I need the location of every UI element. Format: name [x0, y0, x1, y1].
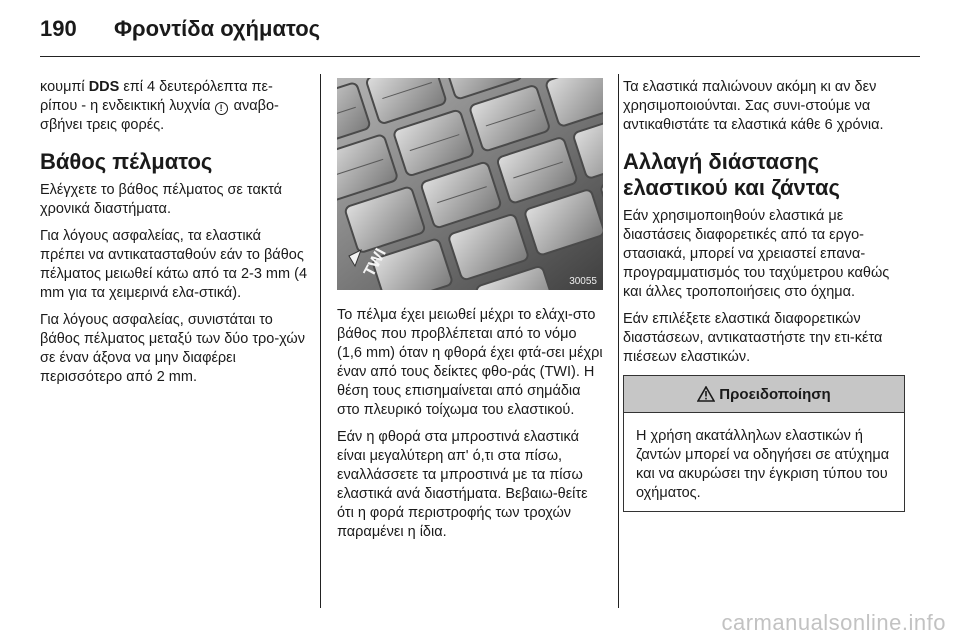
warning-title: Προειδοποίηση [719, 385, 831, 403]
size-change-heading: Αλλαγή διάστασης ελαστικού και ζάντας [623, 149, 840, 200]
tread-wear-indicator-figure [337, 78, 603, 290]
watermark: carmanualsonline.info [721, 610, 946, 635]
column-middle [337, 78, 603, 550]
tire-tread-illustration [337, 78, 603, 290]
tread-depth-heading: Βάθος πέλματος [40, 149, 213, 174]
tread-paragraph-2: Για λόγους ασφαλείας, τα ελαστικά πρέπει να αντικατασταθούν εάν το βάθος πέλματος μειωθεί κάτω από τα 2-3 mm (4 mm για τα χειμερινά ελα-στικά). [40, 228, 308, 301]
page-number: 190 [40, 16, 77, 41]
twi-label: TWI [361, 245, 390, 280]
tyre-pressure-warning-icon: ! [215, 102, 228, 115]
tire-age-paragraph: Τα ελαστικά παλιώνουν ακόμη κι αν δεν χρησιμοποιούνται. Σας συνι-στούμε να αντικαθιστάτε τα ελαστικά κάθε 6 χρόνια. [623, 79, 884, 133]
column-right [623, 78, 905, 512]
warning-text: Η χρήση ακατάλληλων ελαστικών ή ζαντών μπορεί να οδηγήσει σε ατύχημα και να ακυρώσει την έγκριση τύπου του οχήματος. [636, 428, 890, 501]
column-divider-right [618, 74, 619, 608]
size-paragraph-2: Εάν επιλέξετε ελαστικά διαφορετικών διαστάσεων, αντικαταστήστε την ετι-κέτα πιέσεων ελαστικών. [623, 311, 883, 365]
twi-paragraph: Το πέλμα έχει μειωθεί μέχρι το ελάχι-στο βάθος που προβλέπεται από το νόμο (1,6 mm) όταν η φθορά έχει φτά-σει μέχρι έναν από τους δείκτες φθο-ράς (TWI). Η θέση τους επισημαίνεται από σημάδια στο πλευρικό τοίχωμα του ελαστικού. [337, 307, 603, 418]
rotation-paragraph: Εάν η φθορά στα μπροστινά ελαστικά είναι μεγαλύτερη απ' ό,τι στα πίσω, εναλλάσσετε τα μπροστινά με τα πίσω ελαστικά ανά διαστήματα. Βεβαιω-θείτε ότι η φορά περιστροφής των τροχών παραμένει η ίδια. [337, 429, 588, 540]
column-divider-left [320, 74, 321, 608]
column-left [40, 78, 308, 395]
page-header [40, 14, 920, 50]
tread-paragraph-3: Για λόγους ασφαλείας, συνιστάται το βάθος πέλματος μεταξύ των δύο τρο-χών σε έναν άξονα να μην διαφέρει περισσότερο από 2 mm. [40, 312, 305, 385]
warning-body [624, 413, 904, 511]
page-title: Φροντίδα οχήματος [114, 16, 321, 41]
tread-paragraph-1: Ελέγχετε το βάθος πέλματος σε τακτά χρονικά διαστήματα. [40, 182, 282, 217]
dds-button-label: DDS [88, 79, 120, 95]
figure-number: 30055 [569, 276, 597, 287]
size-paragraph-1: Εάν χρησιμοποιηθούν ελαστικά με διαστάσεις διαφορετικές από τα εργο-στασιακά, μπορεί να χρειαστεί επανα-προγραμματισμός του ταχύμετρου καθώς και άλλες τροποποιήσεις στο όχημα. [623, 208, 890, 300]
header-divider [40, 56, 920, 57]
intro-paragraph: κουμπί DDS επί 4 δευτερόλεπτα πε-ρίπου - η ενδεικτική λυχνία ! αναβο-σβήνει τρεις φορές. [40, 79, 279, 133]
warning-header [624, 376, 904, 413]
warning-triangle-icon [697, 386, 715, 402]
warning-box [623, 375, 905, 512]
